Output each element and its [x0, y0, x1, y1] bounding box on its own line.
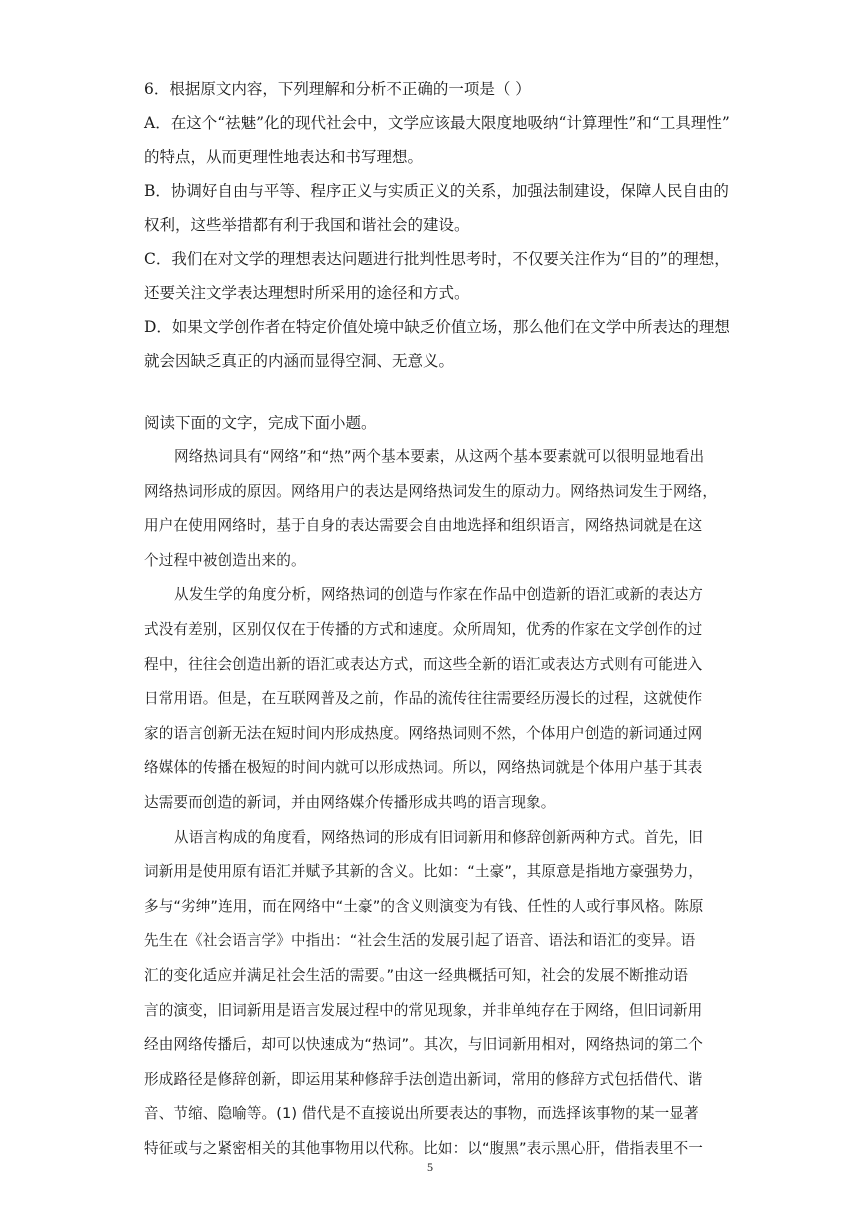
paragraph-line: 汇的变化适应并满足社会生活的需要。”由这一经典概括可知，社会的发展不断推动语 — [144, 966, 689, 984]
paragraph-line: 网络热词具有“网络”和“热”两个基本要素，从这两个基本要素就可以很明显地看出 — [174, 448, 705, 465]
paragraph-line: 式没有差别，区别仅仅在于传播的方式和速度。众所周知，优秀的作家在文学创作的过 — [144, 620, 703, 638]
option-line: B．协调好自由与平等、程序正义与实质正义的关系，加强法制建设，保障人民自由的 — [144, 182, 729, 200]
option-line: 就会因缺乏真正的内涵而显得空洞、无意义。 — [144, 352, 455, 370]
option-b — [144, 174, 729, 242]
paragraph-line: 形成路径是修辞创新，即运用某种修辞手法创造出新词，常用的修辞方式包括借代、谐 — [144, 1070, 703, 1088]
paragraph-2 — [144, 578, 720, 820]
paragraph-line: 多与“劣绅”连用，而在网络中“土豪”的含义则演变为有钱、任性的人或行事风格。陈原 — [144, 897, 704, 915]
paragraph-line: 从语言构成的角度看，网络热词的形成有旧词新用和修辞创新两种方式。首先，旧 — [174, 828, 703, 846]
paragraph-line: 音、节缩、隐喻等。(1) 借代是不直接说出所要表达的事物，而选择该事物的某一显著 — [144, 1105, 699, 1123]
paragraph-line: 络媒体的传播在极短的时间内就可以形成热词。所以，网络热词就是个体用户基于其表 — [144, 759, 703, 777]
option-c — [144, 242, 730, 310]
option-line: 的特点，从而更理性地表达和书写理想。 — [144, 148, 424, 166]
paragraph-1 — [144, 440, 720, 578]
paragraph-line: 经由网络传播后，却可以快速成为“热词”。其次，与旧词新用相对，网络热词的第二个 — [144, 1036, 703, 1054]
paragraph-line: 家的语言创新无法在短时间内形成热度。网络热词则不然，个体用户创造的新词通过网 — [144, 724, 703, 742]
option-line: 还要关注文学表达理想时所采用的途径和方式。 — [144, 284, 470, 302]
reading-passage — [144, 406, 720, 1166]
paragraph-line: 用户在使用网络时，基于自身的表达需要会自由地选择和组织语言，网络热词就是在这 — [144, 517, 703, 535]
page-number: 5 — [427, 1160, 433, 1174]
paragraph-line: 先生在《社会语言学》中指出：“社会生活的发展引起了语音、语法和语汇的变异。语 — [144, 932, 696, 950]
paragraph-line: 言的演变，旧词新用是语言发展过程中的常见现象，并非单纯存在于网络，但旧词新用 — [144, 1001, 703, 1019]
paragraph-line: 程中，往往会创造出新的语汇或表达方式，而这些全新的语汇或表达方式则有可能进入 — [144, 655, 703, 673]
option-d — [144, 310, 730, 378]
paragraph-3 — [144, 821, 720, 1167]
paragraph-line: 词新用是使用原有语汇并赋予其新的含义。比如：“土豪”，其原意是指地方豪强势力， — [144, 863, 703, 881]
paragraph-line: 从发生学的角度分析，网络热词的创造与作家在作品中创造新的语汇或新的表达方 — [174, 586, 703, 604]
reading-instruction: 阅读下面的文字，完成下面小题。 — [144, 414, 377, 432]
paragraph-line: 达需要而创造的新词，并由网络媒介传播形成共鸣的语言现象。 — [144, 793, 556, 811]
question-6 — [144, 72, 730, 378]
question-stem: 6．根据原文内容，下列理解和分析不正确的一项是（ ） — [144, 80, 531, 98]
paragraph-line: 日常用语。但是，在互联网普及之前，作品的流传往往需要经历漫长的过程，这就使作 — [144, 690, 703, 708]
paragraph-line: 个过程中被创造出来的。 — [144, 551, 306, 569]
paragraph-line: 网络热词形成的原因。网络用户的表达是网络热词发生的原动力。网络热词发生于网络， — [144, 482, 718, 500]
paragraph-line: 特征或与之紧密相关的其他事物用以代称。比如：以“腹黑”表示黑心肝，借指表里不一 — [144, 1139, 703, 1157]
option-line: D．如果文学创作者在特定价值处境中缺乏价值立场，那么他们在文学中所表达的理想 — [144, 318, 730, 336]
option-line: 权利，这些举措都有利于我国和谐社会的建设。 — [144, 216, 470, 234]
option-line: A．在这个“祛魅”化的现代社会中，文学应该最大限度地吸纳“计算理性”和“工具理性” — [144, 114, 730, 132]
option-a — [144, 106, 730, 174]
option-line: C．我们在对文学的理想表达问题进行批判性思考时，不仅要关注作为“目的”的理想， — [144, 250, 730, 268]
